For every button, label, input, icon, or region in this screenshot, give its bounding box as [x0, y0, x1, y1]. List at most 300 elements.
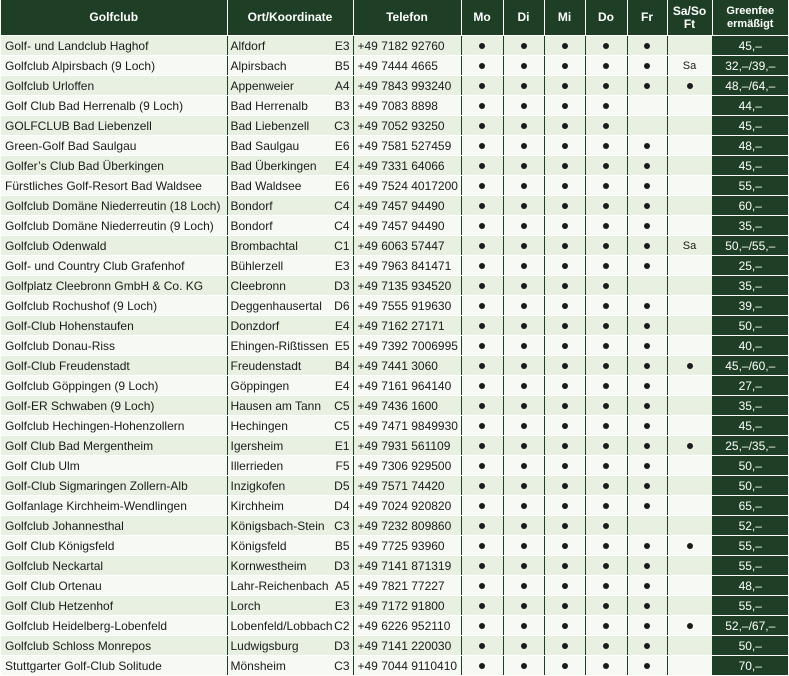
cell-greenfee: 45,– — [712, 416, 788, 436]
cell-telefon: +49 7524 4017200 — [353, 176, 461, 196]
cell-mi — [544, 136, 585, 156]
cell-do — [585, 576, 627, 596]
cell-fr — [627, 316, 667, 336]
cell-ort-koordinate — [227, 36, 353, 56]
availability-dot-icon — [521, 543, 527, 549]
cell-do — [585, 536, 627, 556]
cell-telefon: +49 7083 8898 — [353, 96, 461, 116]
cell-saso-ft — [667, 56, 712, 76]
cell-telefon: +49 7457 94490 — [353, 196, 461, 216]
cell-ort-koordinate — [227, 656, 353, 676]
cell-fr — [627, 156, 667, 176]
cell-mo — [461, 96, 503, 116]
table-row — [1, 36, 788, 56]
table-row — [1, 336, 788, 356]
cell-fr — [627, 256, 667, 276]
cell-saso-ft — [667, 456, 712, 476]
cell-telefon: +49 7024 920820 — [353, 496, 461, 516]
availability-dot-icon — [521, 143, 527, 149]
cell-fr — [627, 616, 667, 636]
cell-mo — [461, 156, 503, 176]
availability-dot-icon — [479, 223, 485, 229]
cell-fr — [627, 96, 667, 116]
table-row — [1, 556, 788, 576]
cell-fr — [627, 576, 667, 596]
cell-di — [503, 516, 544, 536]
cell-golfclub: Golfanlage Kirchheim-Wendlingen — [1, 496, 227, 516]
availability-dot-icon — [603, 143, 609, 149]
availability-dot-icon — [562, 543, 568, 549]
ort-label: Bad Überkingen — [230, 158, 317, 173]
koordinate-label: C3 — [334, 658, 350, 673]
cell-fr — [627, 196, 667, 216]
koordinate-label: E6 — [334, 178, 350, 193]
cell-telefon: +49 7172 91800 — [353, 596, 461, 616]
cell-do — [585, 556, 627, 576]
table-row — [1, 576, 788, 596]
cell-ort-koordinate — [227, 276, 353, 296]
cell-di — [503, 176, 544, 196]
cell-telefon: +49 7331 64066 — [353, 156, 461, 176]
availability-dot-icon — [603, 503, 609, 509]
availability-dot-icon — [521, 63, 527, 69]
cell-ort-koordinate — [227, 356, 353, 376]
cell-di — [503, 476, 544, 496]
cell-do — [585, 656, 627, 676]
cell-fr — [627, 56, 667, 76]
cell-do — [585, 216, 627, 236]
cell-saso-ft — [667, 296, 712, 316]
cell-mi — [544, 576, 585, 596]
cell-golfclub: Golf Club Bad Herrenalb (9 Loch) — [1, 96, 227, 116]
koordinate-label: D4 — [334, 498, 350, 513]
ort-label: Alfdorf — [230, 38, 266, 53]
cell-fr — [627, 116, 667, 136]
cell-greenfee: 55,– — [712, 536, 788, 556]
cell-greenfee: 45,– — [712, 36, 788, 56]
cell-telefon: +49 7141 220030 — [353, 636, 461, 656]
koordinate-label: E3 — [334, 598, 350, 613]
table-row — [1, 456, 788, 476]
cell-golfclub: Golfer’s Club Bad Überkingen — [1, 156, 227, 176]
cell-greenfee: 50,– — [712, 456, 788, 476]
cell-saso-ft — [667, 396, 712, 416]
cell-golfclub: Golf Club Ulm — [1, 456, 227, 476]
cell-mo — [461, 256, 503, 276]
availability-dot-icon — [562, 403, 568, 409]
availability-dot-icon — [562, 443, 568, 449]
cell-mo — [461, 376, 503, 396]
ort-label: Kirchheim — [230, 498, 284, 513]
cell-mo — [461, 496, 503, 516]
availability-dot-icon — [479, 503, 485, 509]
availability-dot-icon — [603, 363, 609, 369]
cell-saso-ft — [667, 196, 712, 216]
cell-telefon: +49 7843 993240 — [353, 76, 461, 96]
availability-dot-icon — [603, 623, 609, 629]
table-row — [1, 436, 788, 456]
cell-di — [503, 376, 544, 396]
cell-greenfee: 35,– — [712, 216, 788, 236]
table-row — [1, 396, 788, 416]
availability-dot-icon — [521, 503, 527, 509]
cell-greenfee: 55,– — [712, 556, 788, 576]
availability-dot-icon — [687, 443, 693, 449]
cell-do — [585, 476, 627, 496]
cell-ort-koordinate — [227, 316, 353, 336]
availability-dot-icon — [562, 603, 568, 609]
cell-mi — [544, 76, 585, 96]
cell-saso-ft — [667, 96, 712, 116]
cell-mo — [461, 176, 503, 196]
ort-label: Königsbach-Stein — [230, 518, 325, 533]
cell-ort-koordinate — [227, 296, 353, 316]
cell-di — [503, 196, 544, 216]
availability-dot-icon — [479, 163, 485, 169]
availability-dot-icon — [562, 503, 568, 509]
availability-dot-icon — [562, 583, 568, 589]
cell-greenfee: 50,– — [712, 636, 788, 656]
cell-golfclub: Stuttgarter Golf-Club Solitude — [1, 656, 227, 676]
cell-golfclub: Golf- und Landclub Haghof — [1, 36, 227, 56]
availability-dot-icon — [603, 163, 609, 169]
availability-dot-icon — [521, 563, 527, 569]
cell-do — [585, 396, 627, 416]
availability-dot-icon — [644, 83, 650, 89]
availability-dot-icon — [521, 83, 527, 89]
saso-label: Sa — [682, 239, 697, 252]
cell-telefon: +49 7441 3060 — [353, 356, 461, 376]
cell-ort-koordinate — [227, 556, 353, 576]
cell-do — [585, 316, 627, 336]
koordinate-label: E6 — [334, 138, 350, 153]
availability-dot-icon — [603, 283, 609, 289]
availability-dot-icon — [644, 623, 650, 629]
cell-greenfee: 48,– — [712, 136, 788, 156]
cell-telefon: +49 7044 9110410 — [353, 656, 461, 676]
cell-di — [503, 76, 544, 96]
cell-greenfee: 55,– — [712, 176, 788, 196]
cell-di — [503, 156, 544, 176]
cell-ort-koordinate — [227, 156, 353, 176]
cell-do — [585, 196, 627, 216]
cell-di — [503, 236, 544, 256]
cell-telefon: +49 6226 952110 — [353, 616, 461, 636]
ort-label: Igersheim — [230, 438, 284, 453]
cell-ort-koordinate — [227, 256, 353, 276]
cell-mi — [544, 116, 585, 136]
cell-greenfee: 48,– — [712, 576, 788, 596]
availability-dot-icon — [479, 603, 485, 609]
availability-dot-icon — [562, 103, 568, 109]
cell-fr — [627, 36, 667, 56]
availability-dot-icon — [562, 203, 568, 209]
cell-fr — [627, 216, 667, 236]
availability-dot-icon — [521, 203, 527, 209]
availability-dot-icon — [521, 303, 527, 309]
cell-golfclub: Fürstliches Golf-Resort Bad Waldsee — [1, 176, 227, 196]
availability-dot-icon — [644, 583, 650, 589]
availability-dot-icon — [603, 263, 609, 269]
koordinate-label: D5 — [334, 478, 350, 493]
cell-di — [503, 336, 544, 356]
cell-mi — [544, 536, 585, 556]
ort-label: Bad Waldsee — [230, 178, 302, 193]
availability-dot-icon — [521, 443, 527, 449]
cell-do — [585, 236, 627, 256]
cell-golfclub: Golfclub Göppingen (9 Loch) — [1, 376, 227, 396]
availability-dot-icon — [479, 543, 485, 549]
availability-dot-icon — [687, 543, 693, 549]
availability-dot-icon — [562, 243, 568, 249]
ort-label: Lobenfeld/Lobbach — [230, 618, 333, 633]
availability-dot-icon — [479, 623, 485, 629]
cell-telefon: +49 7392 7006995 — [353, 336, 461, 356]
availability-dot-icon — [562, 223, 568, 229]
availability-dot-icon — [687, 623, 693, 629]
cell-golfclub: Golfclub Neckartal — [1, 556, 227, 576]
cell-golfclub: Green-Golf Bad Saulgau — [1, 136, 227, 156]
availability-dot-icon — [562, 423, 568, 429]
availability-dot-icon — [479, 443, 485, 449]
cell-ort-koordinate — [227, 636, 353, 656]
availability-dot-icon — [479, 323, 485, 329]
golf-greenfee-table — [1, 0, 788, 676]
ort-label: Illerrieden — [230, 458, 284, 473]
cell-mo — [461, 476, 503, 496]
availability-dot-icon — [521, 123, 527, 129]
cell-do — [585, 56, 627, 76]
table-row — [1, 376, 788, 396]
cell-golfclub: Golfclub Schloss Monrepos — [1, 636, 227, 656]
cell-golfclub: Golf Club Königsfeld — [1, 536, 227, 556]
cell-mi — [544, 616, 585, 636]
availability-dot-icon — [644, 143, 650, 149]
cell-greenfee: 32,–/39,– — [712, 56, 788, 76]
availability-dot-icon — [562, 143, 568, 149]
cell-greenfee: 25,–/35,– — [712, 436, 788, 456]
cell-mi — [544, 516, 585, 536]
cell-mi — [544, 316, 585, 336]
cell-di — [503, 96, 544, 116]
cell-mo — [461, 136, 503, 156]
table-row — [1, 516, 788, 536]
cell-saso-ft — [667, 276, 712, 296]
availability-dot-icon — [644, 63, 650, 69]
availability-dot-icon — [644, 183, 650, 189]
ort-label: Mönsheim — [230, 658, 286, 673]
table-row — [1, 76, 788, 96]
availability-dot-icon — [521, 323, 527, 329]
availability-dot-icon — [603, 483, 609, 489]
cell-golfclub: Golf Club Hetzenhof — [1, 596, 227, 616]
cell-di — [503, 636, 544, 656]
header-saso-line1: Sa/So — [672, 3, 707, 18]
cell-fr — [627, 76, 667, 96]
koordinate-label: B5 — [334, 538, 350, 553]
availability-dot-icon — [479, 403, 485, 409]
availability-dot-icon — [521, 103, 527, 109]
table-row — [1, 636, 788, 656]
availability-dot-icon — [562, 43, 568, 49]
cell-fr — [627, 296, 667, 316]
table-row — [1, 416, 788, 436]
cell-fr — [627, 516, 667, 536]
cell-ort-koordinate — [227, 116, 353, 136]
cell-mo — [461, 616, 503, 636]
availability-dot-icon — [603, 323, 609, 329]
availability-dot-icon — [562, 563, 568, 569]
cell-mi — [544, 416, 585, 436]
table-row — [1, 236, 788, 256]
cell-mo — [461, 216, 503, 236]
availability-dot-icon — [562, 63, 568, 69]
cell-telefon: +49 7571 74420 — [353, 476, 461, 496]
cell-telefon: +49 7725 93960 — [353, 536, 461, 556]
cell-mo — [461, 76, 503, 96]
cell-mo — [461, 276, 503, 296]
header-mi: Mi — [544, 0, 585, 36]
ort-label: Donzdorf — [230, 318, 280, 333]
availability-dot-icon — [479, 523, 485, 529]
availability-dot-icon — [479, 343, 485, 349]
cell-greenfee: 70,– — [712, 656, 788, 676]
koordinate-label: D6 — [334, 298, 350, 313]
availability-dot-icon — [644, 163, 650, 169]
cell-fr — [627, 636, 667, 656]
cell-greenfee: 39,– — [712, 296, 788, 316]
cell-do — [585, 36, 627, 56]
availability-dot-icon — [603, 583, 609, 589]
koordinate-label: C1 — [334, 238, 350, 253]
availability-dot-icon — [562, 283, 568, 289]
table-row — [1, 596, 788, 616]
table-row — [1, 276, 788, 296]
cell-di — [503, 116, 544, 136]
cell-do — [585, 616, 627, 636]
availability-dot-icon — [521, 383, 527, 389]
cell-do — [585, 336, 627, 356]
cell-fr — [627, 236, 667, 256]
cell-ort-koordinate — [227, 96, 353, 116]
cell-golfclub: Golfclub Donau-Riss — [1, 336, 227, 356]
cell-greenfee: 40,– — [712, 336, 788, 356]
availability-dot-icon — [562, 523, 568, 529]
cell-ort-koordinate — [227, 76, 353, 96]
availability-dot-icon — [644, 403, 650, 409]
cell-ort-koordinate — [227, 616, 353, 636]
cell-di — [503, 136, 544, 156]
ort-label: Lahr-Reichenbach — [230, 578, 329, 593]
availability-dot-icon — [479, 643, 485, 649]
koordinate-label: C3 — [334, 518, 350, 533]
availability-dot-icon — [479, 363, 485, 369]
cell-di — [503, 316, 544, 336]
cell-mo — [461, 236, 503, 256]
cell-saso-ft — [667, 136, 712, 156]
cell-golfclub: Golfclub Alpirsbach (9 Loch) — [1, 56, 227, 76]
cell-golfclub: Golf-Club Hohenstaufen — [1, 316, 227, 336]
ort-label: Bad Liebenzell — [230, 118, 310, 133]
cell-fr — [627, 356, 667, 376]
header-mo: Mo — [461, 0, 503, 36]
table-row — [1, 136, 788, 156]
availability-dot-icon — [687, 363, 693, 369]
cell-fr — [627, 536, 667, 556]
availability-dot-icon — [603, 123, 609, 129]
cell-mi — [544, 396, 585, 416]
availability-dot-icon — [644, 423, 650, 429]
table-row — [1, 476, 788, 496]
table-row — [1, 356, 788, 376]
cell-saso-ft — [667, 496, 712, 516]
cell-do — [585, 356, 627, 376]
availability-dot-icon — [562, 643, 568, 649]
cell-fr — [627, 596, 667, 616]
availability-dot-icon — [603, 183, 609, 189]
cell-golfclub: Golf-Club Sigmaringen Zollern-Alb — [1, 476, 227, 496]
koordinate-label: A5 — [334, 578, 350, 593]
table-row — [1, 176, 788, 196]
cell-di — [503, 256, 544, 276]
cell-mo — [461, 316, 503, 336]
availability-dot-icon — [521, 363, 527, 369]
table-row — [1, 256, 788, 276]
cell-mi — [544, 176, 585, 196]
availability-dot-icon — [521, 403, 527, 409]
cell-mo — [461, 296, 503, 316]
cell-ort-koordinate — [227, 436, 353, 456]
table-body — [1, 36, 788, 676]
cell-ort-koordinate — [227, 236, 353, 256]
koordinate-label: E1 — [334, 438, 350, 453]
cell-golfclub: Golfclub Heidelberg-Lobenfeld — [1, 616, 227, 636]
cell-do — [585, 496, 627, 516]
availability-dot-icon — [562, 363, 568, 369]
ort-label: Bad Herrenalb — [230, 98, 308, 113]
cell-ort-koordinate — [227, 396, 353, 416]
cell-saso-ft — [667, 216, 712, 236]
cell-telefon: +49 7232 809860 — [353, 516, 461, 536]
availability-dot-icon — [521, 243, 527, 249]
cell-golfclub: Golfclub Odenwald — [1, 236, 227, 256]
table-row — [1, 656, 788, 676]
cell-mi — [544, 636, 585, 656]
table-row — [1, 496, 788, 516]
cell-mi — [544, 276, 585, 296]
cell-mo — [461, 356, 503, 376]
cell-saso-ft — [667, 336, 712, 356]
cell-do — [585, 636, 627, 656]
cell-do — [585, 116, 627, 136]
availability-dot-icon — [603, 463, 609, 469]
availability-dot-icon — [521, 343, 527, 349]
availability-dot-icon — [521, 603, 527, 609]
cell-greenfee: 55,– — [712, 596, 788, 616]
cell-di — [503, 56, 544, 76]
koordinate-label: E5 — [334, 338, 350, 353]
table-row — [1, 296, 788, 316]
availability-dot-icon — [603, 63, 609, 69]
cell-do — [585, 76, 627, 96]
cell-fr — [627, 276, 667, 296]
table-row — [1, 96, 788, 116]
cell-mi — [544, 596, 585, 616]
cell-do — [585, 436, 627, 456]
availability-dot-icon — [521, 663, 527, 669]
ort-label: Cleebronn — [230, 278, 286, 293]
cell-do — [585, 136, 627, 156]
